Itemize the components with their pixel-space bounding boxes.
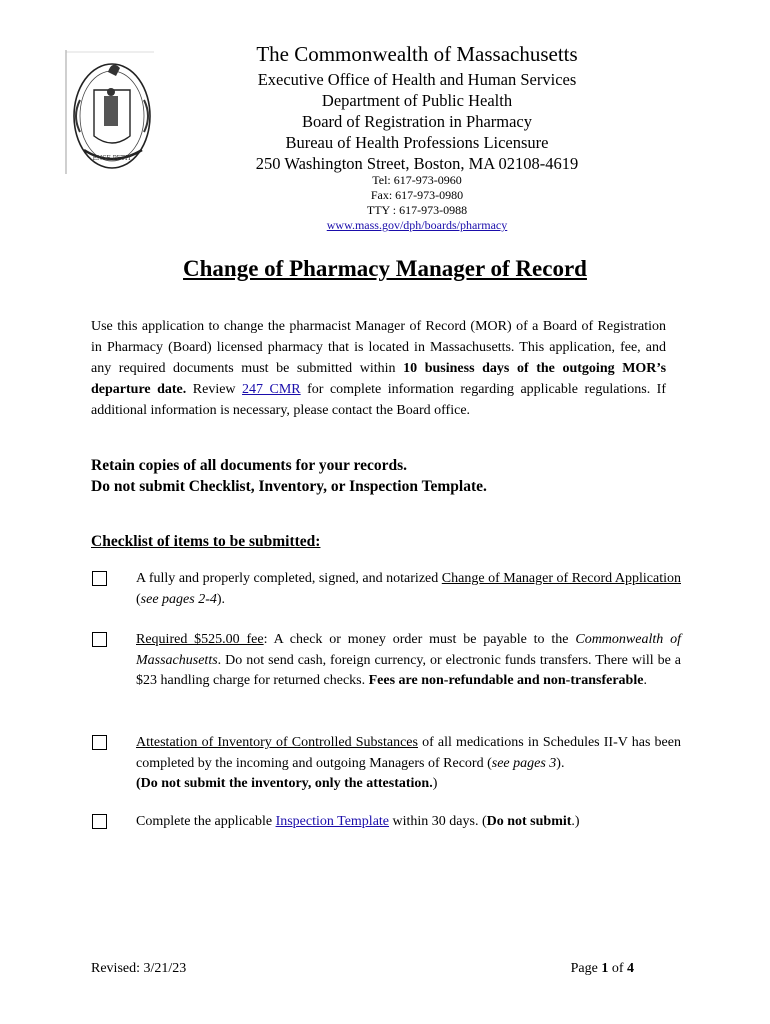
retain-notice (91, 455, 487, 497)
header-department: Department of Public Health (321, 91, 513, 110)
header-fax: Fax: 617-973-0980 (370, 188, 464, 202)
svg-text:ENSE PETIT: ENSE PETIT (92, 155, 132, 162)
item-text: within 30 days. ( (389, 814, 487, 829)
retain-line-2: Do not submit Checklist, Inventory, or Inspection Template. (91, 478, 487, 495)
item-text: ). (216, 591, 226, 607)
page-current: 1 (601, 961, 609, 976)
massachusetts-seal-logo (64, 50, 156, 174)
checklist-heading: Checklist of items to be submitted: (91, 533, 321, 550)
checklist-item-attestation (136, 733, 681, 795)
header-title: The Commonwealth of Massachusetts (256, 42, 578, 66)
item-text: ( (136, 591, 141, 607)
item-italic: see pages 3 (491, 755, 557, 771)
item-text: ). (556, 755, 565, 771)
item-text: ) (432, 776, 438, 791)
item-text: . (643, 673, 647, 688)
intro-text-review: Review (186, 382, 243, 397)
checklist-item-fee (136, 630, 681, 692)
page-number (571, 961, 634, 977)
item-text: . Do not send cash, foreign currency, or electronic funds transfers. There will be a $23 handling charge for returned checks. (136, 652, 681, 688)
header-tty: TTY : 617-973-0988 (366, 203, 468, 217)
retain-line-1: Retain copies of all documents for your records. (91, 457, 408, 474)
document-title: Change of Pharmacy Manager of Record (183, 256, 587, 281)
item-text: A fully and properly completed, signed, and notarized (136, 571, 442, 586)
checklist-item-application (136, 569, 681, 610)
website-link[interactable]: www.mass.gov/dph/boards/pharmacy (326, 218, 508, 232)
page-label: Page (570, 961, 602, 976)
intro-paragraph (91, 316, 666, 421)
item-bold: (Do not submit the inventory, only the attestation. (136, 776, 433, 791)
cmr-link[interactable]: 247 CMR (242, 382, 301, 397)
checkbox-attestation[interactable] (92, 735, 107, 750)
item-text: Complete the applicable (136, 814, 276, 829)
item-underlined: Attestation of Inventory of Controlled Substances (136, 735, 418, 750)
item-bold: Do not submit (486, 814, 572, 829)
item-text: .) (571, 814, 580, 829)
item-italic: see pages 2-4 (140, 591, 217, 607)
checkbox-fee[interactable] (92, 632, 107, 647)
header-address: 250 Washington Street, Boston, MA 02108-4619 (255, 154, 579, 173)
checkbox-inspection[interactable] (92, 814, 107, 829)
header-board: Board of Registration in Pharmacy (301, 112, 533, 131)
intro-text-end: for complete information regarding applicable regulations. If additional information is necessary, please contact the Board office. (91, 382, 667, 418)
page-of: of (608, 961, 627, 976)
checklist-item-inspection (136, 812, 681, 833)
item-text: : A check or money order must be payable to the (263, 632, 576, 647)
item-text: of all medications in Schedules II-V has been completed by the incoming and outgoing Managers of Record ( (136, 735, 681, 771)
checkbox-application[interactable] (92, 571, 107, 586)
item-bold: Fees are non-refundable and non-transferable (368, 673, 644, 688)
item-underlined: Change of Manager of Record Application (441, 571, 681, 586)
inspection-template-link[interactable]: Inspection Template (275, 814, 390, 829)
header-agency: Executive Office of Health and Human Services (257, 70, 577, 89)
intro-text: Use this application to change the pharmacist Manager of Record (MOR) of a Board of Registration in Pharmacy (Board) licensed pharmacy that is located in Massachusetts. This application, fee, and any required documents must be submitted within (91, 319, 666, 376)
page-total: 4 (627, 961, 634, 976)
header-bureau: Bureau of Health Professions Licensure (285, 133, 549, 152)
item-italic: Commonwealth of Massachusetts (136, 632, 681, 668)
revised-date: Revised: 3/21/23 (91, 961, 187, 976)
deadline-text: 10 business days of the outgoing MOR’s departure date. (91, 361, 667, 397)
header-tel: Tel: 617-973-0960 (372, 173, 462, 187)
item-underlined: Required $525.00 fee (136, 632, 264, 647)
